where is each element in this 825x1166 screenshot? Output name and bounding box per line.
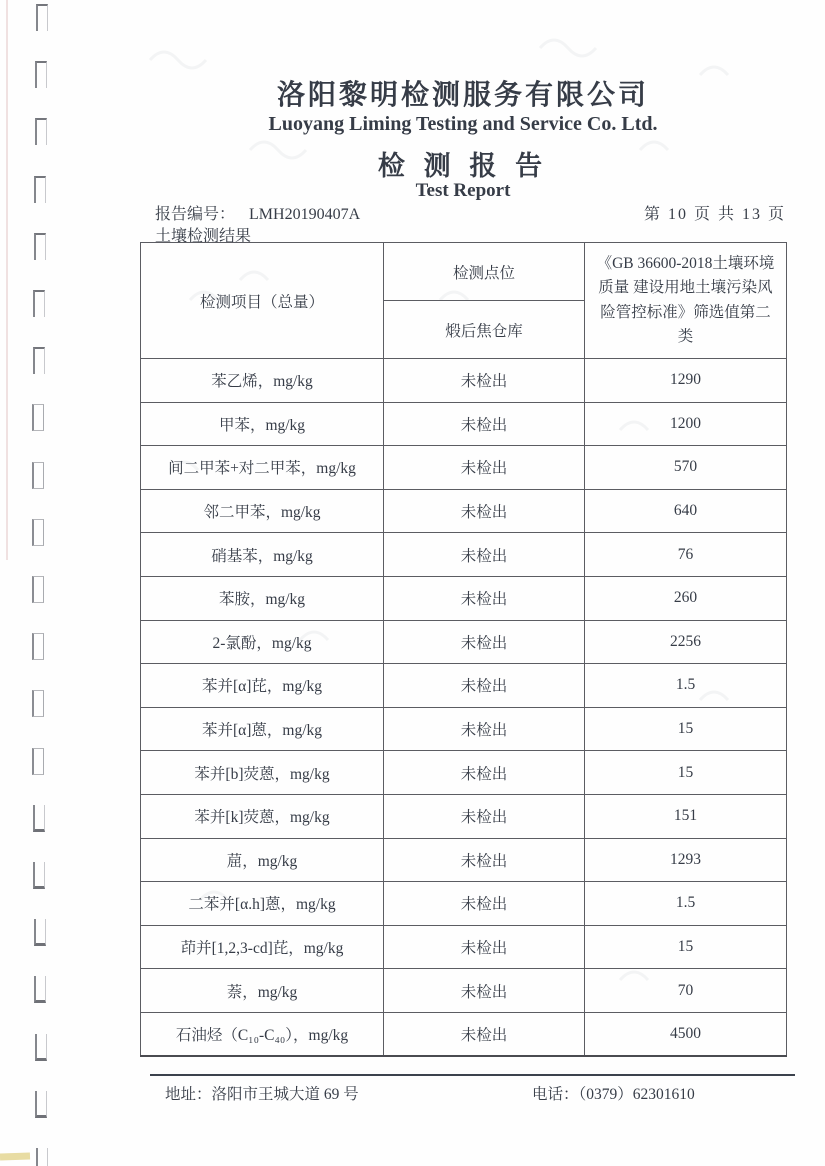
column-header-item: 检测项目（总量）	[141, 243, 384, 359]
table-row	[141, 359, 787, 403]
limit-cell: 2256	[585, 620, 787, 664]
limit-cell: 1293	[585, 838, 787, 882]
binding-hole	[32, 404, 44, 431]
result-cell: 未检出	[384, 838, 585, 882]
result-cell: 未检出	[384, 620, 585, 664]
table-row	[141, 838, 787, 882]
analyte-name-cell: 苯胺，mg/kg	[141, 576, 384, 620]
analyte-name-cell: 苯并[b]荧蒽，mg/kg	[141, 751, 384, 795]
binding-hole	[32, 633, 44, 660]
section-title: 土壤检测结果	[155, 228, 252, 245]
result-cell: 未检出	[384, 664, 585, 708]
binding-hole	[35, 1091, 47, 1118]
report-title-en: Test Report	[415, 180, 511, 201]
limit-cell: 76	[585, 533, 787, 577]
analyte-name-cell: 2-氯酚，mg/kg	[141, 620, 384, 664]
limit-cell: 1.5	[585, 882, 787, 926]
report-number-label: 报告编号：	[155, 206, 236, 223]
footer-phone: 电话：（0379）62301610	[532, 1086, 695, 1103]
limit-cell: 260	[585, 576, 787, 620]
analyte-name-cell: 间二甲苯+对二甲苯，mg/kg	[141, 446, 384, 490]
table-row	[141, 751, 787, 795]
limit-cell: 570	[585, 446, 787, 490]
table-row	[141, 533, 787, 577]
limit-cell: 640	[585, 489, 787, 533]
analyte-name-cell: 苯并[k]荧蒽，mg/kg	[141, 794, 384, 838]
result-cell: 未检出	[384, 707, 585, 751]
result-cell: 未检出	[384, 751, 585, 795]
binding-hole	[33, 290, 45, 317]
column-header-standard: 《GB 36600-2018土壤环境质量 建设用地土壤污染风险管控标准》筛选值第二类	[585, 243, 787, 359]
company-name-cn: 洛阳黎明检测服务有限公司	[276, 80, 649, 111]
footer-divider	[150, 1074, 795, 1076]
table-row	[141, 489, 787, 533]
company-name-en: Luoyang Liming Testing and Service Co. Ltd.	[268, 113, 658, 135]
analyte-name-cell: 苯乙烯，mg/kg	[141, 359, 384, 403]
report-title-cn: 检 测 报 告	[377, 151, 549, 181]
result-cell: 未检出	[384, 402, 585, 446]
limit-cell: 15	[585, 925, 787, 969]
analyte-name-cell: 硝基苯，mg/kg	[141, 533, 384, 577]
limit-cell: 4500	[585, 1012, 787, 1056]
binding-hole	[35, 1034, 47, 1061]
binding-hole	[35, 118, 47, 145]
result-cell: 未检出	[384, 1012, 585, 1056]
table-row	[141, 446, 787, 490]
binding-hole	[33, 805, 45, 832]
binding-hole	[34, 176, 46, 203]
analyte-name-cell: 二苯并[α.h]蒽，mg/kg	[141, 882, 384, 926]
analyte-name-cell: 石油烃（C₁₀-C₄₀），mg/kg	[141, 1012, 384, 1056]
limit-cell: 1200	[585, 402, 787, 446]
analyte-name-cell: 萘，mg/kg	[141, 969, 384, 1013]
page-number-info: 第 10 页 共 13 页	[643, 206, 786, 223]
analyte-name-cell: 茚并[1,2,3-cd]芘，mg/kg	[141, 925, 384, 969]
footer-address: 地址：洛阳市王城大道 69 号	[165, 1086, 359, 1103]
column-header-point-name: 煅后焦仓库	[384, 301, 585, 359]
result-cell: 未检出	[384, 969, 585, 1013]
page-edge-shadow	[6, 0, 8, 560]
binding-hole	[32, 462, 44, 489]
binding-hole	[33, 347, 45, 374]
binding-hole	[36, 4, 48, 31]
table-header	[141, 243, 787, 359]
result-cell: 未检出	[384, 576, 585, 620]
result-cell: 未检出	[384, 533, 585, 577]
table-row	[141, 882, 787, 926]
table-row	[141, 707, 787, 751]
limit-cell: 70	[585, 969, 787, 1013]
binding-hole	[36, 1148, 48, 1166]
analyte-name-cell: 苯并[α]蒽，mg/kg	[141, 707, 384, 751]
result-cell: 未检出	[384, 359, 585, 403]
table-row	[141, 1012, 787, 1056]
result-cell: 未检出	[384, 446, 585, 490]
result-cell: 未检出	[384, 794, 585, 838]
binding-hole	[35, 61, 47, 88]
binding-hole	[32, 748, 44, 775]
analyte-name-cell: 邻二甲苯，mg/kg	[141, 489, 384, 533]
table-body	[141, 359, 787, 1057]
report-number-value: LMH20190407A	[249, 206, 361, 223]
limit-cell: 151	[585, 794, 787, 838]
limit-cell: 15	[585, 707, 787, 751]
analyte-name-cell: 䓛，mg/kg	[141, 838, 384, 882]
report-number	[155, 201, 360, 224]
result-cell: 未检出	[384, 882, 585, 926]
table-row	[141, 402, 787, 446]
table-row	[141, 576, 787, 620]
table-row	[141, 969, 787, 1013]
binding-hole	[32, 519, 44, 546]
table-row	[141, 794, 787, 838]
analyte-name-cell: 甲苯，mg/kg	[141, 402, 384, 446]
binding-hole	[34, 919, 46, 946]
binding-hole	[32, 576, 44, 603]
limit-cell: 15	[585, 751, 787, 795]
scan-artifact	[0, 1152, 30, 1160]
table-row	[141, 925, 787, 969]
binding-hole	[34, 233, 46, 260]
limit-cell: 1290	[585, 359, 787, 403]
binding-hole	[33, 862, 45, 889]
limit-cell: 1.5	[585, 664, 787, 708]
table-row	[141, 664, 787, 708]
binding-hole	[32, 690, 44, 717]
analyte-name-cell: 苯并[α]芘，mg/kg	[141, 664, 384, 708]
result-cell: 未检出	[384, 489, 585, 533]
column-header-point-label: 检测点位	[384, 243, 585, 301]
soil-results-table	[140, 242, 787, 1057]
result-cell: 未检出	[384, 925, 585, 969]
binding-hole	[34, 976, 46, 1003]
table-row	[141, 620, 787, 664]
